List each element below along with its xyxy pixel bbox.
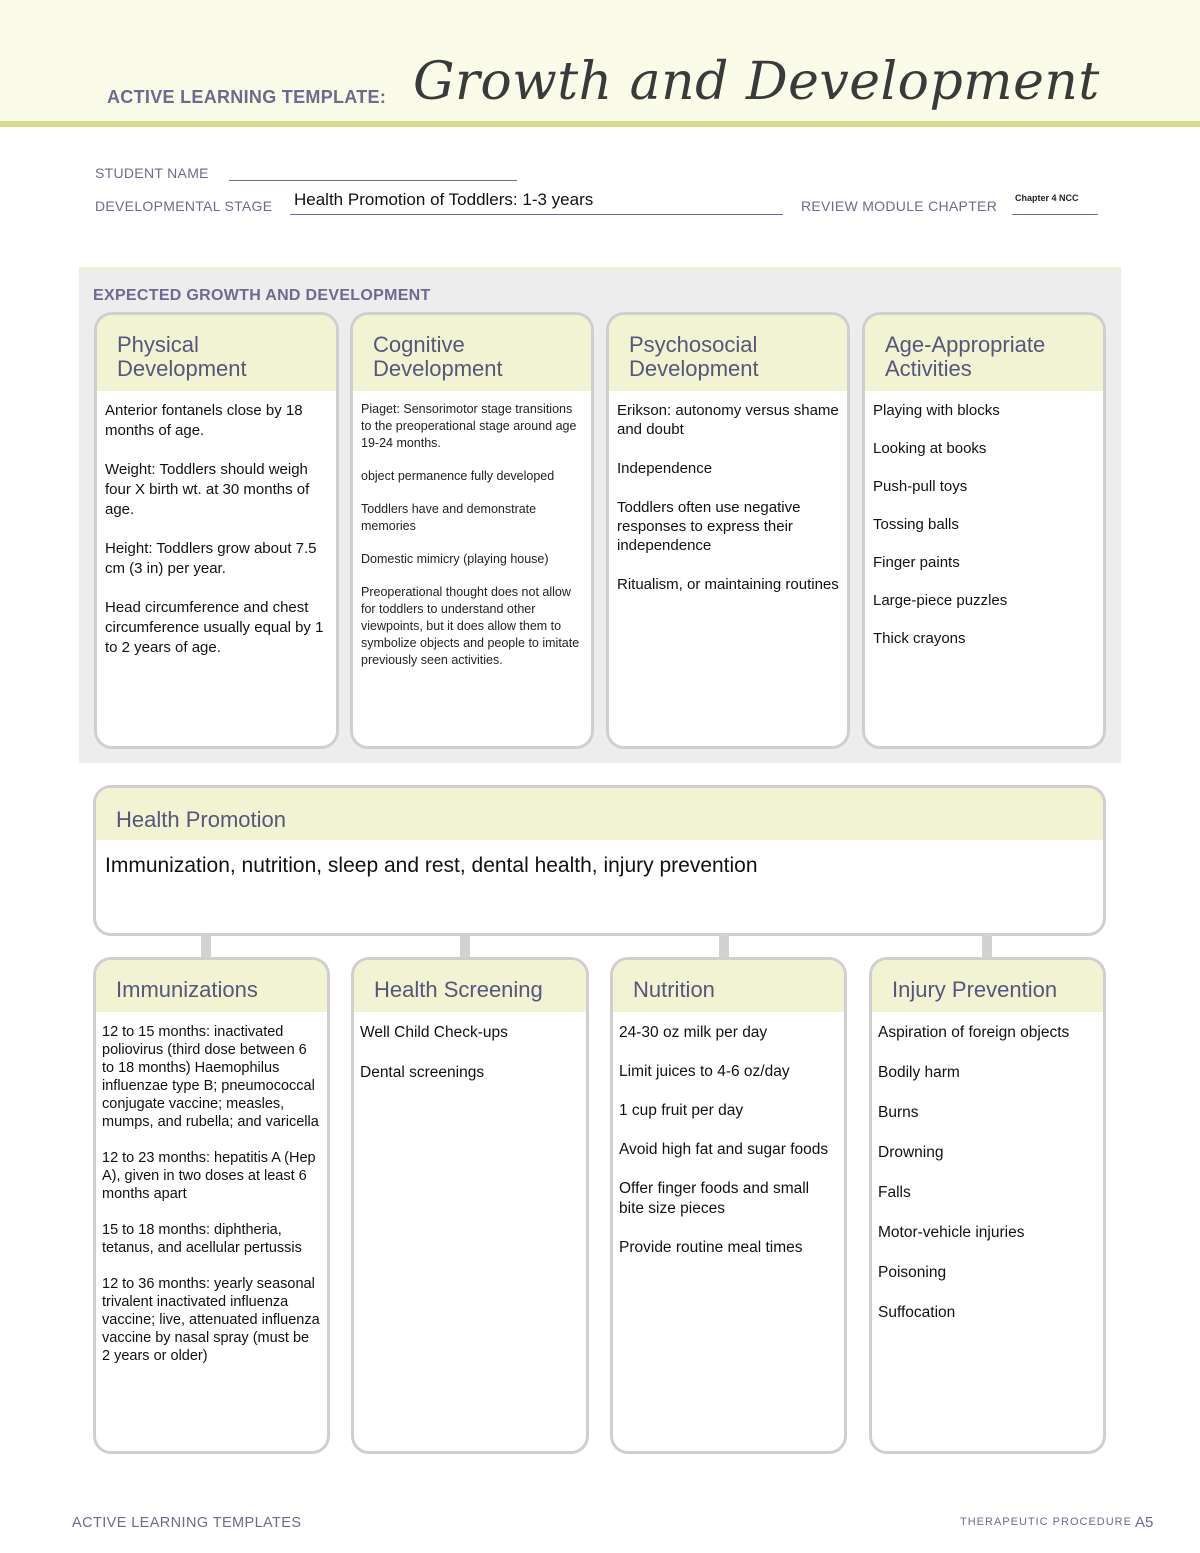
list-item: Motor-vehicle injuries [878, 1224, 1025, 1241]
list-item: Playing with blocks [873, 402, 1000, 419]
injury-prevention-body [872, 1012, 1103, 1323]
list-item: Finger paints [873, 554, 960, 571]
cognitive-development-card [350, 312, 594, 749]
list-item: Independence [617, 460, 713, 477]
student-name-field[interactable] [229, 180, 517, 181]
activities-title-line1: Age-Appropriate [885, 332, 1046, 357]
physical-title-line1: Physical [117, 332, 199, 357]
list-item: Avoid high fat and sugar foods [619, 1141, 829, 1158]
list-item: Suffocation [878, 1304, 956, 1321]
list-item: 12 to 23 months: hepatitis A (Hep A), given in two doses at least 6 months apart [102, 1150, 316, 1202]
list-item: Weight: Toddlers should weigh four X birth wt. at 30 months of age. [105, 461, 310, 518]
psychosocial-title-line1: Psychosocial [629, 332, 758, 357]
page-title: Growth and Development [413, 52, 1100, 112]
footer-section: THERAPEUTIC PROCEDURE [960, 1516, 1132, 1528]
immunizations-header: Immunizations [96, 960, 327, 1012]
list-item: Piaget: Sensorimotor stage transitions to the preoperational stage around age 19-24 months. [361, 402, 577, 450]
review-module-chapter-label: REVIEW MODULE CHAPTER [801, 198, 998, 214]
list-item: Preoperational thought does not allow for toddlers to understand other viewpoints, but it does allow them to symbolize objects and people to imitate previously seen activities. [361, 585, 580, 667]
header-rule [0, 121, 1200, 127]
health-promotion-text: Immunization, nutrition, sleep and rest, dental health, injury prevention [105, 854, 758, 877]
health-promotion-header: Health Promotion [96, 788, 1103, 840]
developmental-stage-label: DEVELOPMENTAL STAGE [95, 198, 273, 214]
physical-development-card [94, 312, 339, 749]
list-item: 1 cup fruit per day [619, 1102, 744, 1119]
age-appropriate-activities-card [862, 312, 1106, 749]
list-item: Push-pull toys [873, 478, 968, 495]
activities-title-line2: Activities [885, 356, 972, 381]
list-item: Looking at books [873, 440, 987, 457]
list-item: Drowning [878, 1144, 944, 1161]
activities-body [865, 391, 1103, 648]
psychosocial-title-line2: Development [629, 356, 759, 381]
list-item: object permanence fully developed [361, 469, 555, 483]
list-item: Toddlers have and demonstrate memories [361, 502, 537, 533]
physical-development-header [97, 315, 336, 391]
psychosocial-development-header [609, 315, 847, 391]
health-screening-header: Health Screening [354, 960, 586, 1012]
immunizations-body [96, 1012, 327, 1365]
list-item: Provide routine meal times [619, 1239, 803, 1256]
health-screening-card [351, 957, 589, 1454]
injury-prevention-header: Injury Prevention [872, 960, 1103, 1012]
list-item: Bodily harm [878, 1064, 960, 1081]
list-item: Toddlers often use negative responses to express their independence [617, 499, 801, 554]
student-name-label: STUDENT NAME [95, 165, 209, 181]
nutrition-header: Nutrition [613, 960, 844, 1012]
list-item: 24-30 oz milk per day [619, 1024, 768, 1041]
page-number: A5 [1135, 1514, 1154, 1531]
list-item: 12 to 36 months: yearly seasonal trivalent inactivated influenza vaccine; live, attenuated influenza vaccine by nasal spray (must be 2 years or older) [102, 1276, 320, 1364]
health-screening-body [354, 1012, 586, 1083]
cognitive-title-line1: Cognitive [373, 332, 465, 357]
list-item: Height: Toddlers grow about 7.5 cm (3 in) per year. [105, 540, 317, 577]
list-item: Dental screenings [360, 1064, 485, 1081]
list-item: Erikson: autonomy versus shame and doubt [617, 402, 839, 438]
cognitive-development-body [353, 391, 591, 669]
list-item: Anterior fontanels close by 18 months of age. [105, 402, 303, 439]
template-label: ACTIVE LEARNING TEMPLATE: [107, 87, 387, 107]
developmental-stage-field[interactable] [290, 214, 783, 215]
psychosocial-development-card [606, 312, 850, 749]
physical-title-line2: Development [117, 356, 247, 381]
list-item: 15 to 18 months: diphtheria, tetanus, and acellular pertussis [102, 1222, 302, 1256]
list-item: 12 to 15 months: inactivated poliovirus (third dose between 6 to 18 months) Haemophilus influenzae type B; pneumococcal conjugate vaccine; measles, mumps, and rubella; and varicella [102, 1024, 319, 1130]
list-item: Ritualism, or maintaining routines [617, 576, 839, 593]
list-item: Head circumference and chest circumference usually equal by 1 to 2 years of age. [105, 599, 324, 656]
cognitive-development-header [353, 315, 591, 391]
list-item: Large-piece puzzles [873, 592, 1008, 609]
nutrition-body [613, 1012, 844, 1258]
list-item: Falls [878, 1184, 911, 1201]
list-item: Domestic mimicry (playing house) [361, 552, 549, 566]
developmental-stage-value: Health Promotion of Toddlers: 1-3 years [294, 190, 594, 209]
list-item: Offer finger foods and small bite size pieces [619, 1180, 810, 1217]
activities-header [865, 315, 1103, 391]
review-module-chapter-value: Chapter 4 NCC [1015, 193, 1079, 203]
injury-prevention-card [869, 957, 1106, 1454]
list-item: Aspiration of foreign objects [878, 1024, 1070, 1041]
review-module-chapter-field[interactable] [1012, 214, 1098, 215]
list-item: Poisoning [878, 1264, 947, 1281]
expected-growth-title: EXPECTED GROWTH AND DEVELOPMENT [93, 287, 431, 304]
list-item: Tossing balls [873, 516, 959, 533]
footer-title: ACTIVE LEARNING TEMPLATES [72, 1515, 302, 1531]
list-item: Well Child Check-ups [360, 1024, 508, 1041]
nutrition-card [610, 957, 847, 1454]
list-item: Thick crayons [873, 630, 966, 647]
list-item: Burns [878, 1104, 919, 1121]
list-item: Limit juices to 4-6 oz/day [619, 1063, 790, 1080]
physical-development-body [97, 391, 336, 658]
psychosocial-development-body [609, 391, 847, 594]
immunizations-card [93, 957, 330, 1454]
cognitive-title-line2: Development [373, 356, 503, 381]
health-promotion-card [93, 785, 1106, 936]
